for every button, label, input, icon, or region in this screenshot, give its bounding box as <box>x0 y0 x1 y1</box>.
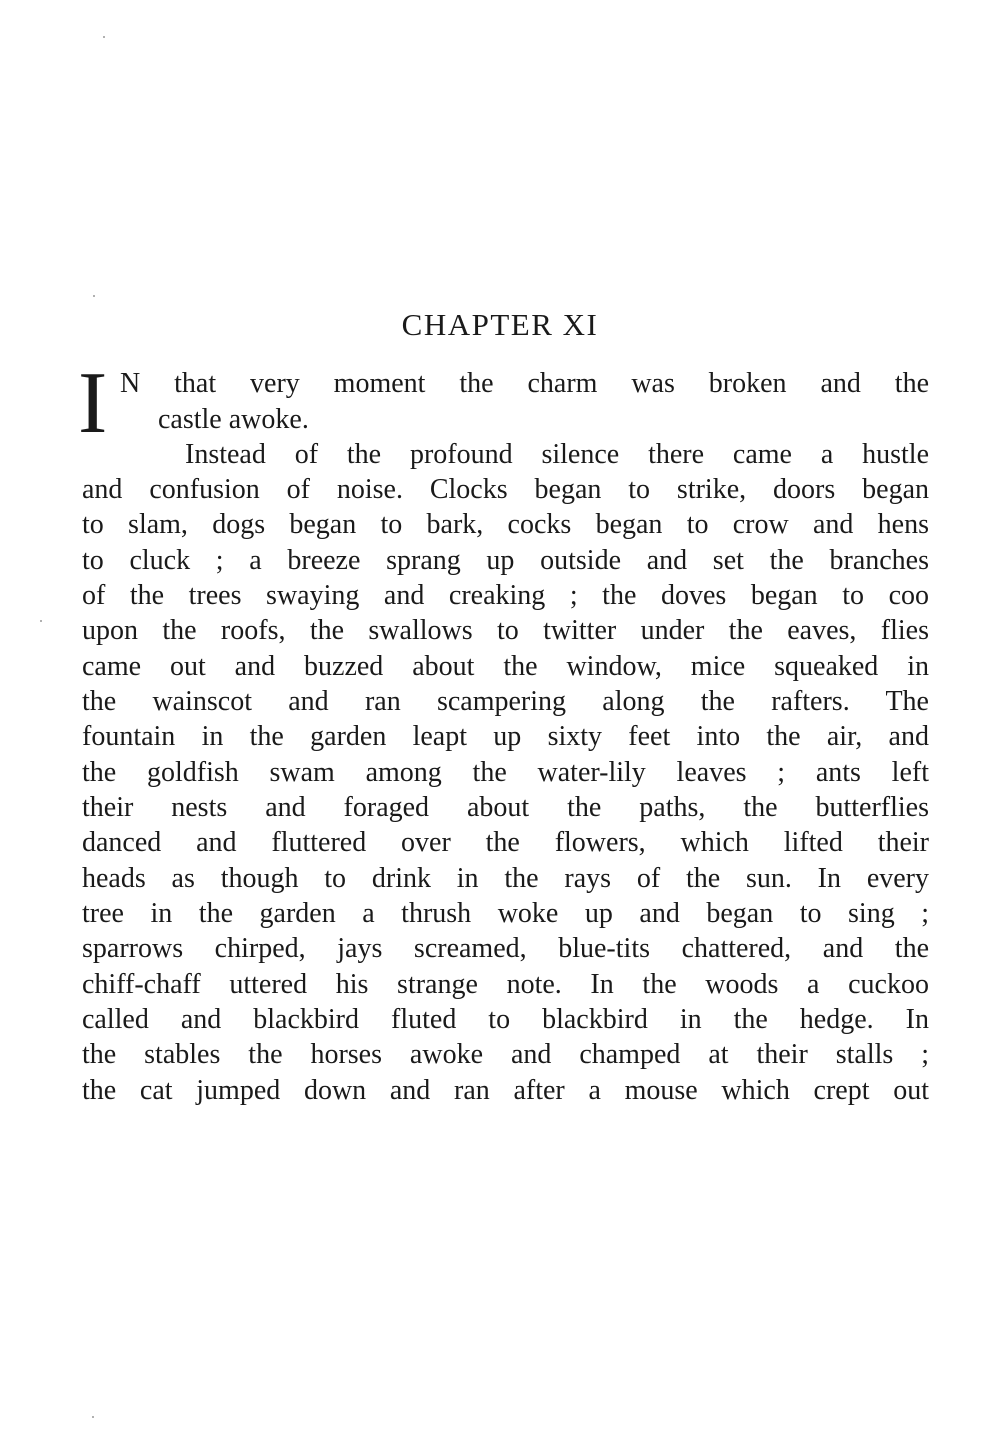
paper-speck <box>40 620 42 622</box>
text-line: fountain in the garden leapt up sixty feet into the air, and <box>82 721 929 752</box>
text-line: chiff-chaff uttered his strange note. In the woods a cuckoo <box>82 969 929 1000</box>
text-line: the cat jumped down and ran after a mouse which crept out <box>82 1075 929 1106</box>
text-line: tree in the garden a thrush woke up and began to sing ; <box>82 898 929 929</box>
text-line: the wainscot and ran scampering along the rafters. The <box>82 686 929 717</box>
text-line: castle awoke. <box>158 404 309 435</box>
chapter-heading: CHAPTER XI <box>401 307 599 342</box>
text-line: of the trees swaying and creaking ; the doves began to coo <box>82 580 929 611</box>
paper-speck <box>93 295 95 297</box>
text-line: danced and fluttered over the flowers, which lifted their <box>82 827 929 858</box>
text-line: the goldfish swam among the water-lily leaves ; ants left <box>82 757 929 788</box>
text-line: called and blackbird fluted to blackbird in the hedge. In <box>82 1004 929 1035</box>
text-line: to slam, dogs began to bark, cocks began to crow and hens <box>82 509 929 540</box>
text-line: Instead of the profound silence there came a hustle <box>185 439 929 470</box>
text-line: upon the roofs, the swallows to twitter under the eaves, flies <box>82 615 929 646</box>
paper-speck <box>92 1416 94 1418</box>
text-line: sparrows chirped, jays screamed, blue-tits chattered, and the <box>82 933 929 964</box>
text-line: their nests and foraged about the paths, the butterflies <box>82 792 929 823</box>
text-line: and confusion of noise. Clocks began to strike, doors began <box>82 474 929 505</box>
text-line: N that very moment the charm was broken and the <box>120 368 929 399</box>
text-line: came out and buzzed about the window, mice squeaked in <box>82 651 929 682</box>
text-line: to cluck ; a breeze sprang up outside and set the branches <box>82 545 929 576</box>
text-line: heads as though to drink in the rays of the sun. In every <box>82 863 929 894</box>
drop-cap: I <box>78 355 108 452</box>
text-line: the stables the horses awoke and champed at their stalls ; <box>82 1039 929 1070</box>
paper-speck <box>103 36 105 38</box>
